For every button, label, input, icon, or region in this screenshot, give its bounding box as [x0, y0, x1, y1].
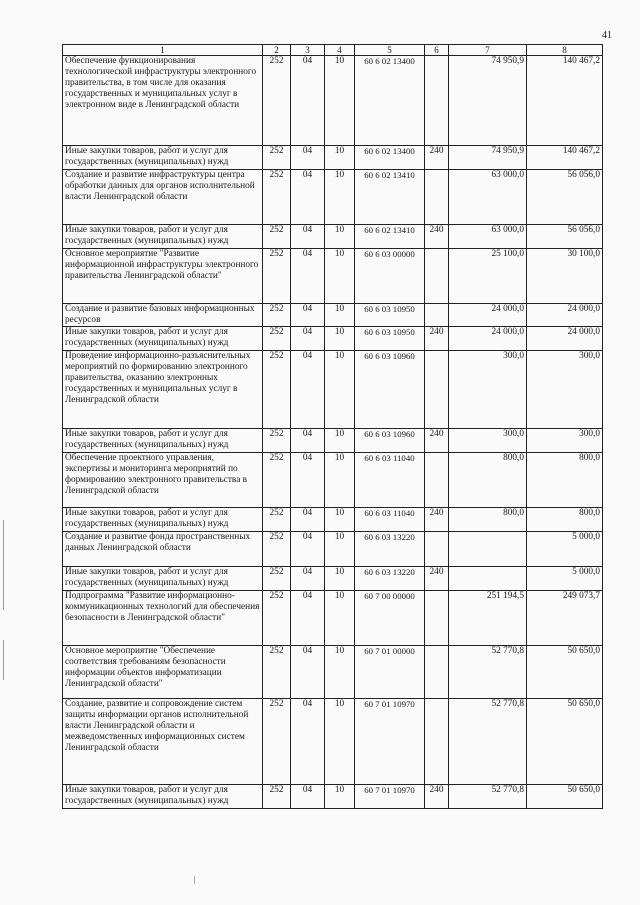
subsection-cell: 10 — [325, 327, 355, 351]
admin-code-cell: 252 — [263, 351, 291, 429]
subsection-cell: 10 — [325, 170, 355, 225]
row-name-cell: Обеспечение проектного управления, экспертизы и мониторинга мероприятий по формированию электронного правительства в Ленинградской области — [63, 453, 263, 508]
amount-year2-cell: 140 467,2 — [527, 146, 603, 170]
column-header: 3 — [291, 45, 325, 56]
admin-code-cell: 252 — [263, 532, 291, 567]
table-row — [63, 453, 603, 508]
target-article-cell: 60 6 02 13400 — [355, 146, 425, 170]
amount-year1-cell: 800,0 — [449, 453, 527, 508]
row-name-cell: Создание и развитие фонда пространственных данных Ленинградской области — [63, 532, 263, 567]
amount-year2-cell: 50 650,0 — [527, 785, 603, 809]
amount-year2-cell: 800,0 — [527, 508, 603, 532]
subsection-cell: 10 — [325, 453, 355, 508]
amount-year1-cell: 24 000,0 — [449, 327, 527, 351]
page-number: 41 — [602, 30, 612, 41]
section-cell: 04 — [291, 304, 325, 327]
admin-code-cell: 252 — [263, 225, 291, 249]
table-row — [63, 429, 603, 453]
subsection-cell: 10 — [325, 225, 355, 249]
target-article-cell: 60 6 02 13410 — [355, 170, 425, 225]
table-row — [63, 508, 603, 532]
amount-year2-cell: 5 000,0 — [527, 567, 603, 591]
subsection-cell: 10 — [325, 591, 355, 646]
table-row — [63, 170, 603, 225]
target-article-cell: 60 6 03 11040 — [355, 508, 425, 532]
subsection-cell: 10 — [325, 699, 355, 785]
scan-edge-mark — [3, 520, 4, 610]
amount-year2-cell: 24 000,0 — [527, 327, 603, 351]
amount-year1-cell: 63 000,0 — [449, 225, 527, 249]
section-cell: 04 — [291, 785, 325, 809]
expense-type-cell — [425, 351, 449, 429]
budget-table — [62, 44, 603, 809]
amount-year1-cell: 251 194,5 — [449, 591, 527, 646]
target-article-cell: 60 6 03 13220 — [355, 532, 425, 567]
admin-code-cell: 252 — [263, 699, 291, 785]
table-row — [63, 304, 603, 327]
section-cell: 04 — [291, 532, 325, 567]
row-name-cell: Иные закупки товаров, работ и услуг для государственных (муниципальных) нужд — [63, 785, 263, 809]
amount-year2-cell: 249 073,7 — [527, 591, 603, 646]
table-row — [63, 249, 603, 304]
amount-year1-cell: 25 100,0 — [449, 249, 527, 304]
amount-year1-cell: 300,0 — [449, 351, 527, 429]
amount-year1-cell — [449, 532, 527, 567]
amount-year1-cell: 300,0 — [449, 429, 527, 453]
section-cell: 04 — [291, 351, 325, 429]
section-cell: 04 — [291, 249, 325, 304]
scan-mark — [194, 876, 195, 884]
row-name-cell: Основное мероприятие "Обеспечение соответствия требованиям безопасности информации объектов информатизации Ленинградской области" — [63, 646, 263, 699]
section-cell: 04 — [291, 429, 325, 453]
section-cell: 04 — [291, 56, 325, 146]
target-article-cell: 60 6 03 10960 — [355, 351, 425, 429]
column-number-row — [63, 45, 603, 56]
expense-type-cell — [425, 699, 449, 785]
target-article-cell: 60 6 03 10960 — [355, 429, 425, 453]
expense-type-cell — [425, 532, 449, 567]
admin-code-cell: 252 — [263, 591, 291, 646]
target-article-cell: 60 7 01 10970 — [355, 699, 425, 785]
admin-code-cell: 252 — [263, 508, 291, 532]
subsection-cell: 10 — [325, 646, 355, 699]
amount-year2-cell: 5 000,0 — [527, 532, 603, 567]
row-name-cell: Создание, развитие и сопровождение систем защиты информации органов исполнительной власти Ленинградской области и межведомственных информационных систем Ленинградской области — [63, 699, 263, 785]
row-name-cell: Подпрограмма "Развитие информационно-коммуникационных технологий для обеспечения безопасности в Ленинградской области" — [63, 591, 263, 646]
amount-year1-cell: 800,0 — [449, 508, 527, 532]
column-header: 6 — [425, 45, 449, 56]
amount-year2-cell: 30 100,0 — [527, 249, 603, 304]
admin-code-cell: 252 — [263, 785, 291, 809]
expense-type-cell — [425, 591, 449, 646]
expense-type-cell: 240 — [425, 567, 449, 591]
row-name-cell: Иные закупки товаров, работ и услуг для государственных (муниципальных) нужд — [63, 508, 263, 532]
target-article-cell: 60 7 01 10970 — [355, 785, 425, 809]
row-name-cell: Иные закупки товаров, работ и услуг для государственных (муниципальных) нужд — [63, 225, 263, 249]
target-article-cell: 60 6 03 11040 — [355, 453, 425, 508]
section-cell: 04 — [291, 327, 325, 351]
amount-year1-cell: 74 950,9 — [449, 146, 527, 170]
admin-code-cell: 252 — [263, 327, 291, 351]
target-article-cell: 60 6 03 10950 — [355, 327, 425, 351]
admin-code-cell: 252 — [263, 567, 291, 591]
expense-type-cell — [425, 646, 449, 699]
column-header: 7 — [449, 45, 527, 56]
column-header: 2 — [263, 45, 291, 56]
table-row — [63, 532, 603, 567]
expense-type-cell — [425, 304, 449, 327]
amount-year2-cell: 24 000,0 — [527, 304, 603, 327]
table-row — [63, 56, 603, 146]
table-row — [63, 646, 603, 699]
row-name-cell: Обеспечение функционирования технологической инфраструктуры электронного правительства, в том числе для оказания государственных и муниципальных услуг в электронном виде в Ленинградской области — [63, 56, 263, 146]
target-article-cell: 60 6 03 10950 — [355, 304, 425, 327]
expense-type-cell — [425, 453, 449, 508]
row-name-cell: Создание и развитие базовых информационных ресурсов — [63, 304, 263, 327]
column-header: 8 — [527, 45, 603, 56]
table-row — [63, 327, 603, 351]
amount-year2-cell: 50 650,0 — [527, 699, 603, 785]
admin-code-cell: 252 — [263, 304, 291, 327]
table-row — [63, 567, 603, 591]
amount-year1-cell: 24 000,0 — [449, 304, 527, 327]
section-cell: 04 — [291, 591, 325, 646]
subsection-cell: 10 — [325, 56, 355, 146]
admin-code-cell: 252 — [263, 429, 291, 453]
row-name-cell: Проведение информационно-разъяснительных мероприятий по формированию электронного правительства, оказанию электронных государственных и муниципальных услуг в Ленинградской области — [63, 351, 263, 429]
table-row — [63, 146, 603, 170]
amount-year1-cell: 52 770,8 — [449, 785, 527, 809]
amount-year2-cell: 140 467,2 — [527, 56, 603, 146]
expense-type-cell: 240 — [425, 429, 449, 453]
subsection-cell: 10 — [325, 351, 355, 429]
subsection-cell: 10 — [325, 249, 355, 304]
row-name-cell: Иные закупки товаров, работ и услуг для государственных (муниципальных) нужд — [63, 327, 263, 351]
admin-code-cell: 252 — [263, 170, 291, 225]
section-cell: 04 — [291, 225, 325, 249]
amount-year2-cell: 800,0 — [527, 453, 603, 508]
section-cell: 04 — [291, 646, 325, 699]
expense-type-cell — [425, 170, 449, 225]
target-article-cell: 60 7 00 00000 — [355, 591, 425, 646]
expense-type-cell: 240 — [425, 785, 449, 809]
target-article-cell: 60 6 03 00000 — [355, 249, 425, 304]
column-header: 4 — [325, 45, 355, 56]
table-row — [63, 785, 603, 809]
subsection-cell: 10 — [325, 508, 355, 532]
admin-code-cell: 252 — [263, 249, 291, 304]
amount-year1-cell: 74 950,9 — [449, 56, 527, 146]
column-header: 5 — [355, 45, 425, 56]
expense-type-cell: 240 — [425, 146, 449, 170]
amount-year2-cell: 300,0 — [527, 429, 603, 453]
subsection-cell: 10 — [325, 567, 355, 591]
table-row — [63, 351, 603, 429]
amount-year1-cell: 52 770,8 — [449, 646, 527, 699]
target-article-cell: 60 6 02 13400 — [355, 56, 425, 146]
subsection-cell: 10 — [325, 429, 355, 453]
expense-type-cell: 240 — [425, 327, 449, 351]
section-cell: 04 — [291, 453, 325, 508]
admin-code-cell: 252 — [263, 56, 291, 146]
table-row — [63, 225, 603, 249]
section-cell: 04 — [291, 699, 325, 785]
section-cell: 04 — [291, 567, 325, 591]
amount-year1-cell: 52 770,8 — [449, 699, 527, 785]
expense-type-cell: 240 — [425, 508, 449, 532]
section-cell: 04 — [291, 508, 325, 532]
table-row — [63, 591, 603, 646]
row-name-cell: Иные закупки товаров, работ и услуг для государственных (муниципальных) нужд — [63, 429, 263, 453]
row-name-cell: Основное мероприятие "Развитие информационной инфраструктуры электронного правительства Ленинградской области" — [63, 249, 263, 304]
admin-code-cell: 252 — [263, 453, 291, 508]
subsection-cell: 10 — [325, 304, 355, 327]
expense-type-cell — [425, 56, 449, 146]
section-cell: 04 — [291, 170, 325, 225]
amount-year2-cell: 56 056,0 — [527, 225, 603, 249]
amount-year2-cell: 56 056,0 — [527, 170, 603, 225]
table-row — [63, 699, 603, 785]
admin-code-cell: 252 — [263, 146, 291, 170]
section-cell: 04 — [291, 146, 325, 170]
target-article-cell: 60 6 03 13220 — [355, 567, 425, 591]
subsection-cell: 10 — [325, 532, 355, 567]
amount-year1-cell: 63 000,0 — [449, 170, 527, 225]
column-header: 1 — [63, 45, 263, 56]
amount-year1-cell — [449, 567, 527, 591]
row-name-cell: Создание и развитие инфраструктуры центра обработки данных для органов исполнительной власти Ленинградской области — [63, 170, 263, 225]
target-article-cell: 60 7 01 00000 — [355, 646, 425, 699]
scan-edge-mark — [3, 640, 4, 680]
subsection-cell: 10 — [325, 785, 355, 809]
admin-code-cell: 252 — [263, 646, 291, 699]
expense-type-cell — [425, 249, 449, 304]
amount-year2-cell: 300,0 — [527, 351, 603, 429]
subsection-cell: 10 — [325, 146, 355, 170]
target-article-cell: 60 6 02 13410 — [355, 225, 425, 249]
row-name-cell: Иные закупки товаров, работ и услуг для государственных (муниципальных) нужд — [63, 146, 263, 170]
amount-year2-cell: 50 650,0 — [527, 646, 603, 699]
expense-type-cell: 240 — [425, 225, 449, 249]
row-name-cell: Иные закупки товаров, работ и услуг для государственных (муниципальных) нужд — [63, 567, 263, 591]
